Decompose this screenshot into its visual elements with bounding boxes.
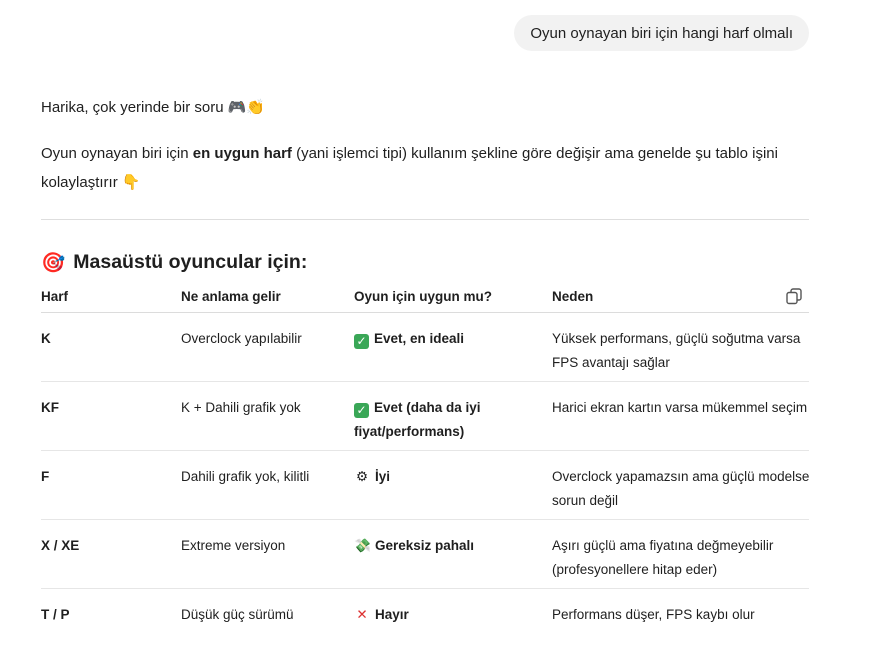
table-row — [41, 520, 809, 589]
cell-uygun-text: İyi — [375, 469, 391, 484]
table-header-row — [41, 284, 809, 313]
cell-harf: F — [41, 469, 50, 484]
target-emoji-icon: 🎯 — [41, 251, 66, 274]
table-row — [41, 589, 809, 657]
cell-harf: X / XE — [41, 538, 80, 553]
check-icon: ✓ — [354, 334, 369, 349]
cell-uygun-text: Gereksiz pahalı — [375, 538, 475, 553]
greeting-text: Harika, çok yerinde bir soru — [41, 99, 224, 116]
gear-icon: ⚙ — [355, 469, 369, 485]
cell-uygun — [354, 603, 534, 627]
header-uygun: Oyun için uygun mu? — [354, 289, 492, 304]
cell-anlam: Overclock yapılabilir — [181, 331, 302, 346]
cell-neden: Aşırı güçlü ama fiyatına değmeyebilir (profesyonellere hitap eder) — [552, 538, 774, 577]
cell-neden: Yüksek performans, güçlü soğutma varsa FPS avantajı sağlar — [552, 331, 801, 370]
section-heading — [41, 251, 307, 274]
user-message-text: Oyun oynayan biri için hangi harf olmalı — [530, 24, 793, 42]
money-icon: 💸 — [354, 538, 371, 554]
comparison-table — [41, 284, 809, 657]
cell-uygun — [354, 396, 534, 444]
cell-anlam: Dahili grafik yok, kilitli — [181, 469, 310, 484]
gamepad-clap-emoji-icon: 🎮👏 — [227, 98, 266, 116]
cell-uygun — [354, 327, 534, 351]
intro-text-suffix: (yani işlemci tipi) kullanım şekline göre değişir ama genelde şu tablo işini kolaylaştırır — [41, 145, 778, 191]
cell-anlam: Extreme versiyon — [181, 538, 286, 553]
cell-neden: Performans düşer, FPS kaybı olur — [552, 607, 755, 622]
cell-anlam: Düşük güç sürümü — [181, 607, 294, 622]
cell-uygun — [354, 534, 534, 558]
cell-uygun — [354, 465, 534, 489]
pointing-down-emoji-icon: 👇 — [121, 173, 141, 191]
copy-icon[interactable] — [785, 287, 803, 305]
header-neden: Neden — [552, 289, 594, 304]
cell-uygun-text: Evet, en ideali — [374, 331, 465, 346]
cross-icon: ✕ — [356, 607, 368, 622]
cell-neden: Harici ekran kartın varsa mükemmel seçim — [552, 400, 808, 415]
cell-uygun-text: Hayır — [375, 607, 409, 622]
cell-neden: Overclock yapamazsın ama güçlü modelse sorun değil — [552, 469, 810, 508]
intro-text-prefix: Oyun oynayan biri için — [41, 145, 193, 162]
intro-text-bold: en uygun harf — [192, 145, 292, 162]
check-icon: ✓ — [354, 403, 369, 418]
table-row — [41, 382, 809, 451]
table-row — [41, 313, 809, 382]
greeting-paragraph — [41, 96, 265, 119]
cell-harf: K — [41, 331, 51, 346]
cell-harf: KF — [41, 400, 59, 415]
cell-harf: T / P — [41, 607, 70, 622]
header-anlam: Ne anlama gelir — [181, 289, 281, 304]
table-row — [41, 451, 809, 520]
section-title: Masaüstü oyuncular için: — [73, 251, 308, 273]
intro-paragraph — [41, 140, 809, 197]
cell-uygun-text: Evet (daha da iyi fiyat/performans) — [354, 400, 481, 439]
divider — [41, 219, 809, 220]
header-harf: Harf — [41, 289, 69, 304]
cell-anlam: K + Dahili grafik yok — [181, 400, 301, 415]
user-message-bubble — [514, 15, 809, 51]
